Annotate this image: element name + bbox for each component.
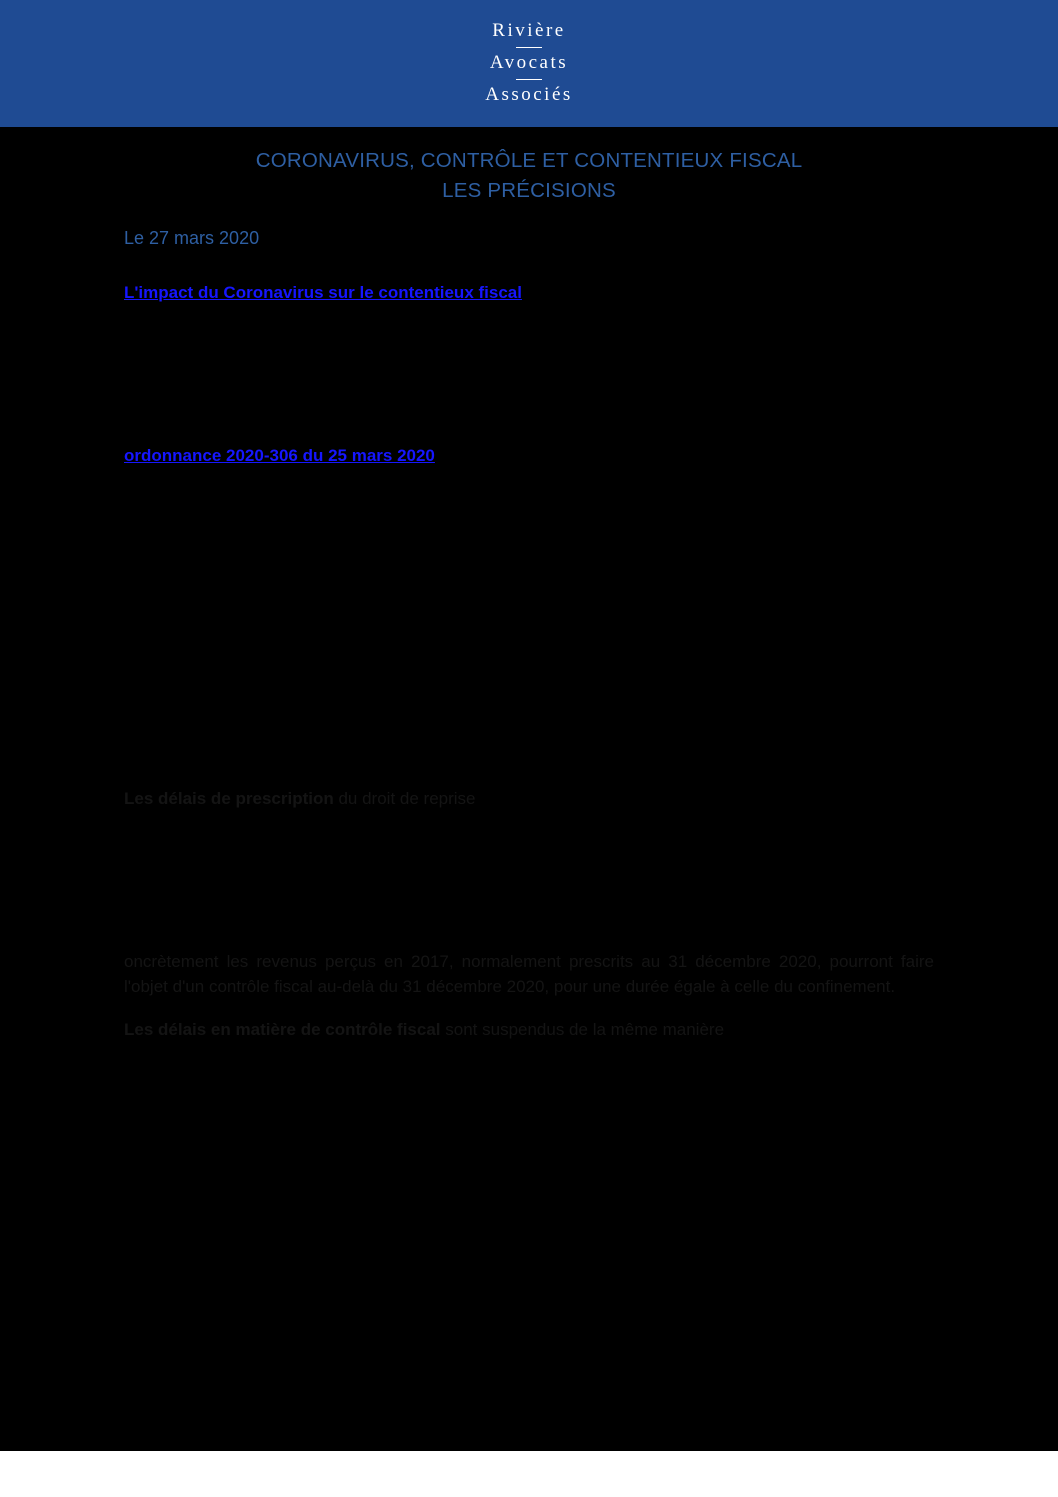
document-body — [124, 280, 934, 1060]
footer-band — [0, 1451, 1058, 1497]
paragraph-5-lead: Les délais en matière de contrôle fiscal — [124, 1020, 441, 1039]
paragraph-2 — [124, 443, 934, 468]
logo-line-1: Rivière — [492, 20, 566, 42]
body-spacer-4 — [124, 726, 934, 786]
paragraph-1 — [124, 280, 934, 305]
document-date — [124, 228, 259, 249]
logo-divider-1 — [516, 47, 542, 48]
logo-line-3: Associés — [485, 83, 573, 105]
body-spacer-5 — [124, 829, 934, 949]
link-ordonnance-2020-306[interactable]: ordonnance 2020-306 du 25 mars 2020 — [124, 446, 435, 465]
paragraph-4: oncrètement les revenus perçus en 2017, normalement prescrits au 31 décembre 2020, pourront faire l'objet d'un contrôle fiscal au-delà du 31 décembre 2020, pour une durée égale à celle du confinement. — [124, 952, 934, 996]
document-date-text: Le 27 mars 2020 — [124, 228, 260, 248]
logo-divider-2 — [516, 79, 542, 80]
page-title — [0, 146, 1058, 206]
logo-line-2: Avocats — [489, 52, 569, 74]
page-title-line-1: CORONAVIRUS, CONTRÔLE ET CONTENTIEUX FISCAL — [255, 149, 803, 172]
paragraph-5-rest: sont suspendus de la même manière — [440, 1020, 725, 1039]
body-spacer-2 — [124, 486, 934, 606]
paragraph-3 — [124, 786, 934, 811]
link-impact-coronavirus[interactable]: L'impact du Coronavirus sur le contentieux fiscal — [124, 283, 522, 302]
paragraph-3-rest: du droit de reprise — [333, 789, 476, 808]
header-band — [0, 0, 1058, 127]
paragraph-3-lead: Les délais de prescription — [124, 789, 334, 808]
body-spacer-1 — [124, 323, 934, 443]
page-title-line-2: LES PRÉCISIONS — [442, 179, 616, 202]
paragraph-5 — [124, 1017, 934, 1042]
body-spacer-3 — [124, 606, 934, 726]
